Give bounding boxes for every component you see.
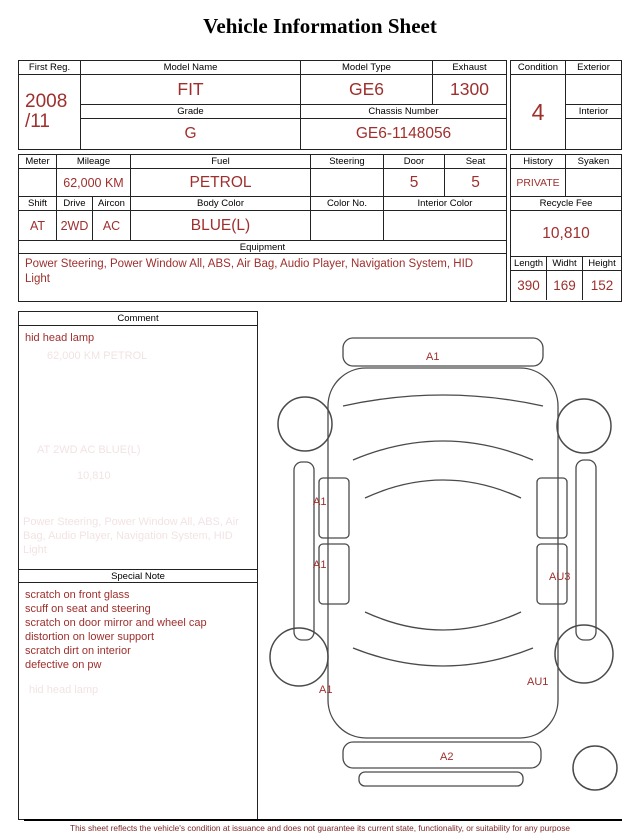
damage-label: A1 [426,351,440,363]
special-note-item: defective on pw [25,659,102,672]
comment-panel [18,311,258,820]
length-value: 390 [511,271,547,300]
body-color-value: BLUE(L) [131,211,311,241]
mileage-label: Mileage [57,155,131,169]
first-reg-value: 2008 /11 [19,75,81,149]
color-no-value [311,211,384,241]
model-type-label: Model Type [301,61,433,75]
grade-label: Grade [81,105,301,119]
grade-value: G [81,119,301,149]
syaken-value [566,169,621,197]
condition-label: Condition [511,61,566,75]
right-front-door-shape [537,478,567,538]
fuel-value: PETROL [131,169,311,197]
front-left-wheel [278,397,332,451]
exhaust-value: 1300 [433,75,506,105]
rear-left-wheel [270,628,328,686]
right-sill-shape [576,460,596,640]
special-note-item: scratch dirt on interior [25,645,131,658]
ghost-bleed-text: 10,810 [77,470,111,482]
footer-divider [24,819,622,821]
spec-table [18,154,507,302]
model-name-label: Model Name [81,61,301,75]
steering-label: Steering [311,155,384,169]
equipment-label: Equipment [19,241,506,254]
rear-window-line-lower [353,648,533,666]
model-name-value: FIT [81,75,301,105]
steering-value [311,169,384,197]
registration-table [18,60,507,150]
history-fee-table [510,154,622,302]
hood-line [343,395,543,406]
drive-label: Drive [57,197,93,211]
exterior-value [566,75,621,105]
height-value: 152 [590,278,614,293]
left-sill-shape [294,462,314,640]
page-title: Vehicle Information Sheet [203,14,437,38]
rear-right-wheel [555,625,613,683]
aircon-label: Aircon [93,197,131,211]
exterior-label: Exterior [566,61,621,75]
model-type-value: GE6 [301,75,433,105]
damage-label: A1 [313,496,327,508]
car-top-view-diagram [263,312,635,812]
color-no-label: Color No. [311,197,384,211]
rear-window-line-upper [365,612,521,630]
front-bumper-shape [343,338,543,366]
left-front-door-shape [319,478,349,538]
condition-value: 4 [511,75,566,149]
comment-header: Comment [19,312,257,326]
seat-value: 5 [445,169,506,197]
door-value: 5 [384,169,445,197]
aircon-value: AC [93,211,131,241]
interior-label: Interior [566,105,621,119]
front-right-wheel [557,399,611,453]
special-note-item: scratch on door mirror and wheel cap [25,617,207,630]
length-label: Length [511,257,547,271]
damage-label: A2 [440,751,454,763]
damage-label: A1 [319,684,333,696]
interior-color-label: Interior Color [384,197,506,211]
ghost-bleed-text: hid head lamp [29,684,99,696]
recycle-fee-value: 10,810 [511,211,621,257]
shift-value: AT [19,211,57,241]
fuel-label: Fuel [131,155,311,169]
car-diagram [263,312,635,812]
special-note-list [19,586,257,674]
ghost-bleed-text: 62,000 KM PETROL [47,350,148,362]
meter-value [19,169,57,197]
history-label: History [511,155,566,169]
footer-disclaimer: This sheet reflects the vehicle's condition at issuance and does not guarantee its current state, functionality, or suitability for any purpose [70,823,570,833]
equipment-value: Power Steering, Power Window All, ABS, Air Bag, Audio Player, Navigation System, HID Light [25,258,474,285]
comment-text: hid head lamp [25,332,95,344]
height-label: Height [583,257,621,271]
first-reg-label: First Reg. [19,61,81,75]
special-note-header: Special Note [19,569,257,583]
special-note-item: scratch on front glass [25,589,130,601]
ghost-bleed-text: AT 2WD AC BLUE(L) [37,444,141,456]
condition-table [510,60,622,150]
drive-value: 2WD [57,211,93,241]
chassis-number-value: GE6-1148056 [355,125,452,142]
syaken-label: Syaken [566,155,621,169]
recycle-fee-label: Recycle Fee [511,197,621,211]
door-label: Door [384,155,445,169]
interior-color-value [384,211,506,241]
damage-label: AU3 [549,571,571,583]
damage-label: A1 [313,559,327,571]
special-note-item: scuff on seat and steering [25,603,151,616]
interior-value [566,119,621,149]
history-value: PRIVATE [511,169,566,197]
chassis-number-label: Chassis Number [301,105,506,119]
windshield-line-lower [365,480,521,498]
shift-label: Shift [19,197,57,211]
rear-lower-panel-shape [359,772,523,786]
meter-label: Meter [19,155,57,169]
mileage-value: 62,000 KM [57,169,131,197]
body-color-label: Body Color [131,197,311,211]
car-body-shape [328,368,558,738]
damage-label: AU1 [527,676,549,688]
width-value: 169 [547,271,583,300]
left-rear-door-shape [319,544,349,604]
special-note-item: distortion on lower support [25,631,155,644]
seat-label: Seat [445,155,506,169]
exhaust-label: Exhaust [433,61,506,75]
spare-wheel [573,746,617,790]
width-label: Widht [547,257,583,271]
windshield-line-upper [353,441,533,460]
ghost-bleed-text: Power Steering, Power Window All, ABS, Air Bag, Audio Player, Navigation System, HID Light [23,516,239,556]
